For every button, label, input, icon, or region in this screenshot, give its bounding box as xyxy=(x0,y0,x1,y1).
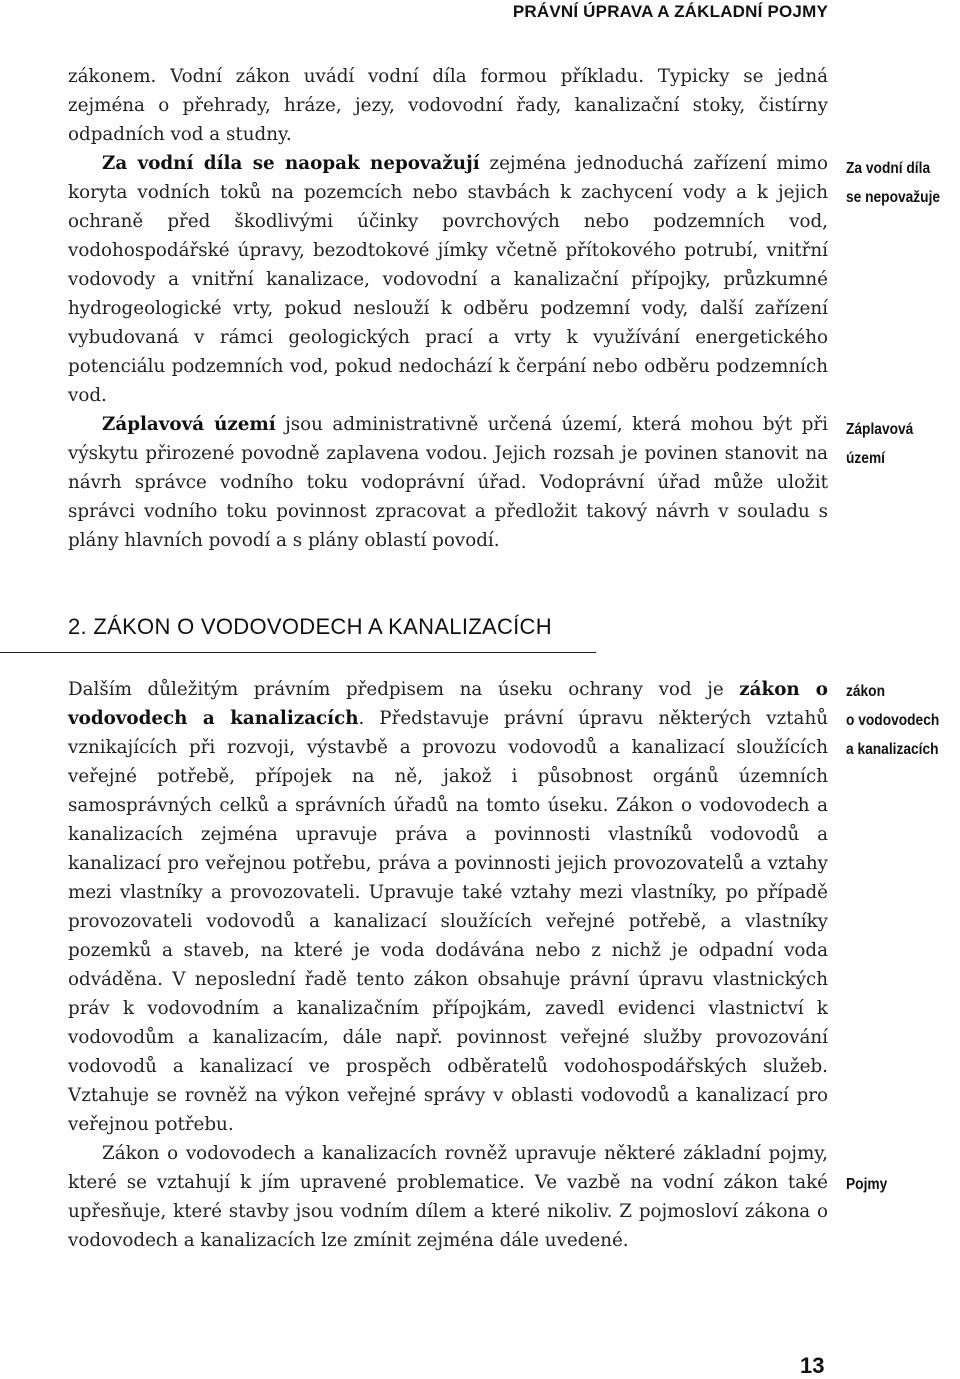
margin-note-water-supply-act xyxy=(846,677,944,764)
paragraph-continuation: zákonem. Vodní zákon uvádí vodní díla formou příkladu. Typicky se jedná zejména o přehrady, hráze, jezy, vodovodní řady, kanalizační stoky, čistírny odpadních vod a studny. xyxy=(68,66,828,145)
paragraph-text: zejména jednoduchá zařízení mimo koryta vodních toků na pozemcích nebo stavbách k zachycení vody a k jejich ochraně před škodlivými účinky povrchových nebo podzemních vod, vodohospodářské úpravy, bezodtokové jímky včetně přítokového potrubí, vnitřní vodovody a vnitřní kanalizace, vodovodní a kanalizační přípojky, průzkumné hydrogeologické vrty, pokud neslouží k odběru podzemní vody, další zařízení vybudovaná v rámci geologických prací a vrty k využívání energetického potenciálu podzemních vod, pokud nedochází k čerpání nebo odběru podzemních vod. xyxy=(68,153,828,406)
margin-note-line: o vodovodech xyxy=(846,712,940,729)
paragraph-text: . Představuje právní úpravu některých vztahů vznikajících při rozvoji, výstavbě a provozu vodovodů a kanalizací sloužících veřejné potřebě, přípojek na ně, jakož i působnost orgánů územních samosprávných celků a správních úřadů na tomto úseku. Zákon o vodovodech a kanalizacích zejména upravuje práva a povinnosti vlastníků vodovodů a kanalizací pro veřejnou potřebu, práva a povinnosti jejich provozovatelů a vztahy mezi vlastníky a provozovateli. Upravuje také vztahy mezi vlastníky, po případě provozovateli vodovodů a kanalizací sloužících veřejné potřebě, a vlastníky pozemků a staveb, na které je voda dodávána nebo z nichž je odpadní voda odváděna. V neposlední řadě tento zákon obsahuje právní úpravu vlastnických práv k vodovodním a kanalizačním přípojkám, zavedl evidenci vlastnictví k vodovodům a kanalizacím, dále např. povinnost veřejné služby provozování vodovodů a kanalizací ve prospěch odběratelů vodohospodářských služeb. Vztahuje se rovněž na výkon veřejné správy v oblasti vodovodů a kanalizací pro veřejnou potřebu. xyxy=(68,708,828,1135)
margin-note-line: zákon xyxy=(846,683,885,700)
paragraph-not-water-works xyxy=(68,149,828,410)
margin-note-line: Za vodní díla xyxy=(846,160,931,177)
section-title: ZÁKON O VODOVODECH A KANALIZACÍCH xyxy=(93,614,552,639)
margin-note-line: Pojmy xyxy=(846,1176,888,1193)
section-divider xyxy=(0,652,596,653)
section-heading xyxy=(68,614,552,640)
term-floodplains: Záplavová území xyxy=(102,414,276,435)
paragraph-text: Dalším důležitým právním předpisem na úseku ochrany vod je xyxy=(68,679,740,700)
text-block-2 xyxy=(68,675,828,1255)
paragraph-text: jsou administrativně určená území, která mohou být při výskytu přirozené povodně zaplavena vodou. Jejich rozsah je povinen stanovit na návrh správce vodního toku vodoprávní úřad. Vodoprávní úřad může uložit správci vodního toku povinnost zpracovat a předložit takový návrh v souladu s plány hlavních povodí a s plány oblastí povodí. xyxy=(68,414,828,551)
margin-note-line: se nepovažuje xyxy=(846,189,941,206)
paragraph-water-supply-act xyxy=(68,675,828,1139)
margin-note-terms xyxy=(846,1170,944,1199)
margin-note-floodplains xyxy=(846,415,944,473)
running-header: PRÁVNÍ ÚPRAVA A ZÁKLADNÍ POJMY xyxy=(512,2,828,21)
margin-note-line: území xyxy=(846,450,885,467)
margin-note-line: a kanalizacích xyxy=(846,741,939,758)
text-block-1 xyxy=(68,62,828,555)
margin-note-not-water-works xyxy=(846,154,944,212)
page-number: 13 xyxy=(800,1353,825,1378)
term-not-water-works: Za vodní díla se naopak nepovažují xyxy=(102,153,480,174)
term-water-supply-act: zákon o vodovodech a kanalizacích xyxy=(68,679,829,729)
paragraph-floodplains xyxy=(68,410,828,555)
section-number: 2. xyxy=(68,614,87,639)
margin-note-line: Záplavová xyxy=(846,421,914,438)
paragraph-terms: Zákon o vodovodech a kanalizacích rovněž upravuje některé základní pojmy, které se vztahují k jím upravené problematice. Ve vazbě na vodní zákon také upřesňuje, které stavby jsou vodním dílem a které nikoliv. Z pojmosloví zákona o vodovodech a kanalizacích lze zmínit zejména dále uvedené. xyxy=(68,1143,828,1251)
